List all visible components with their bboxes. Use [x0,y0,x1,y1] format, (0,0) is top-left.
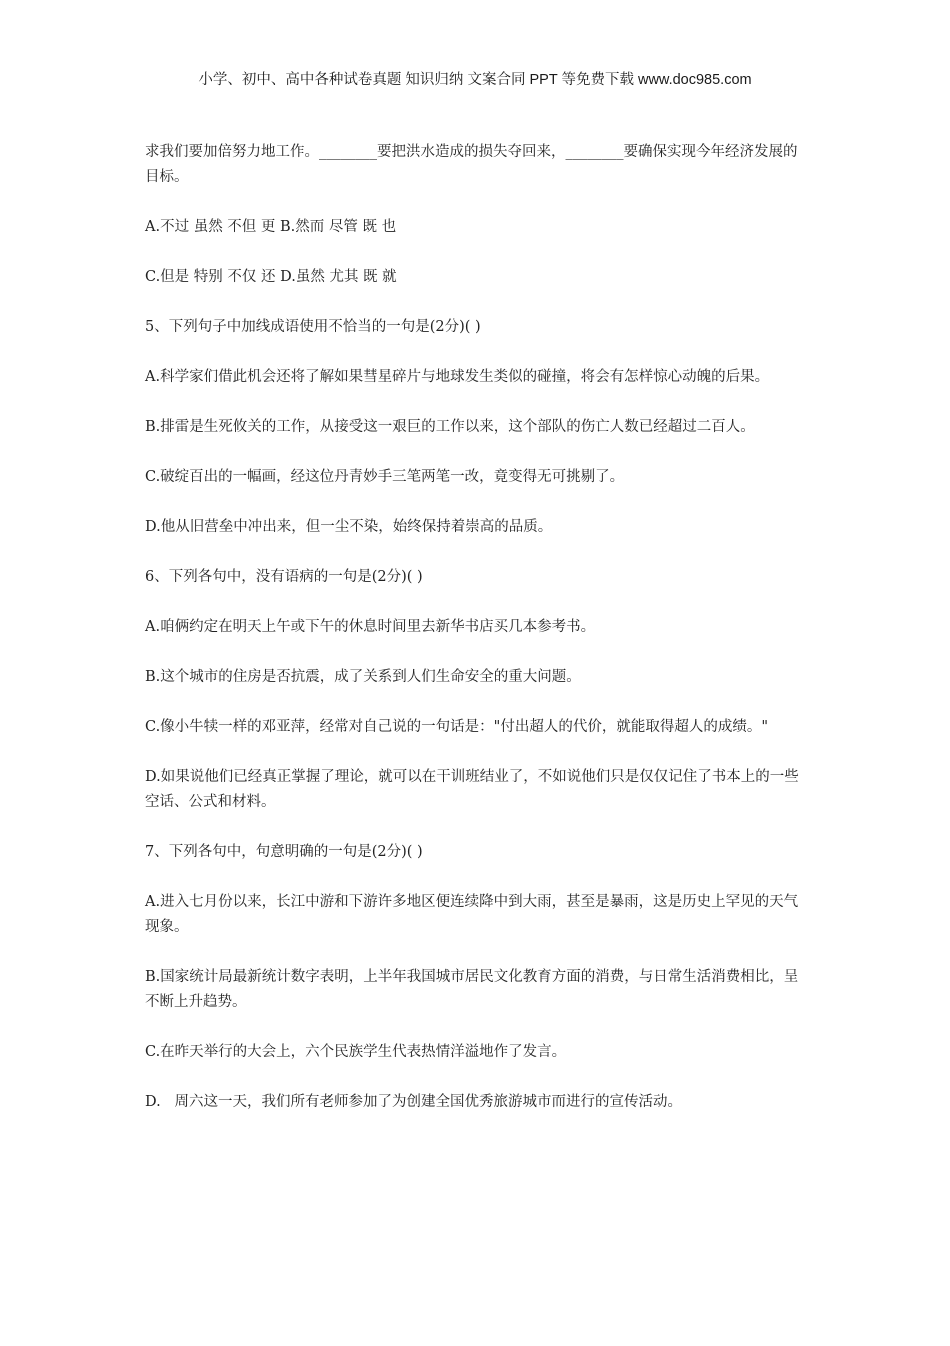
question-7-option-c: C.在昨天举行的大会上，六个民族学生代表热情洋溢地作了发言。 [145,1044,567,1060]
question-7-title: 7、下列各句中，句意明确的一句是(2分)( ) [145,844,423,860]
question-5-option-c: C.破绽百出的一幅画，经这位丹青妙手三笔两笔一改，竟变得无可挑剔了。 [145,469,625,485]
question-7-option-d: D. 周六这一天，我们所有老师参加了为创建全国优秀旅游城市而进行的宣传活动。 [145,1094,683,1110]
document-body [145,140,809,1140]
page-header: 小学、初中、高中各种试卷真题 知识归纳 文案合同 PPT 等免费下载 www.doc985.com [198,72,752,88]
question-7-option-b: B.国家统计局最新统计数字表明，上半年我国城市居民文化教育方面的消费，与日常生活消费相比，呈不断上升趋势。 [145,969,799,1010]
option-c-d: C.但是 特别 不仅 还 D.虽然 尤其 既 就 [145,269,397,285]
question-6-option-d: D.如果说他们已经真正掌握了理论，就可以在干训班结业了，不如说他们只是仅仅记住了书本上的一些空话、公式和材料。 [145,769,799,810]
question-5-title: 5、下列句子中加线成语使用不恰当的一句是(2分)( ) [145,319,481,335]
question-6-option-c: C.像小牛犊一样的邓亚萍，经常对自己说的一句话是："付出超人的代价，就能取得超人的成绩。" [145,719,769,735]
question-6-option-a: A.咱俩约定在明天上午或下午的休息时间里去新华书店买几本参考书。 [145,619,596,635]
question-7-option-a: A.进入七月份以来，长江中游和下游许多地区便连续降中到大雨，甚至是暴雨，这是历史上罕见的天气现象。 [145,894,799,935]
question-6-option-b: B.这个城市的住房是否抗震，成了关系到人们生命安全的重大问题。 [145,669,581,685]
question-continuation: 求我们要加倍努力地工作。________要把洪水造成的损失夺回来，________要确保实现今年经济发展的目标。 [145,144,798,185]
question-5-option-a: A.科学家们借此机会还将了解如果彗星碎片与地球发生类似的碰撞，将会有怎样惊心动魄的后果。 [145,369,770,385]
question-5-option-b: B.排雷是生死攸关的工作，从接受这一艰巨的工作以来，这个部队的伤亡人数已经超过二百人。 [145,419,755,435]
question-6-title: 6、下列各句中，没有语病的一句是(2分)( ) [145,569,423,585]
question-5-option-d: D.他从旧营垒中冲出来，但一尘不染，始终保持着崇高的品质。 [145,519,553,535]
option-a-b: A.不过 虽然 不但 更 B.然而 尽管 既 也 [145,219,397,235]
